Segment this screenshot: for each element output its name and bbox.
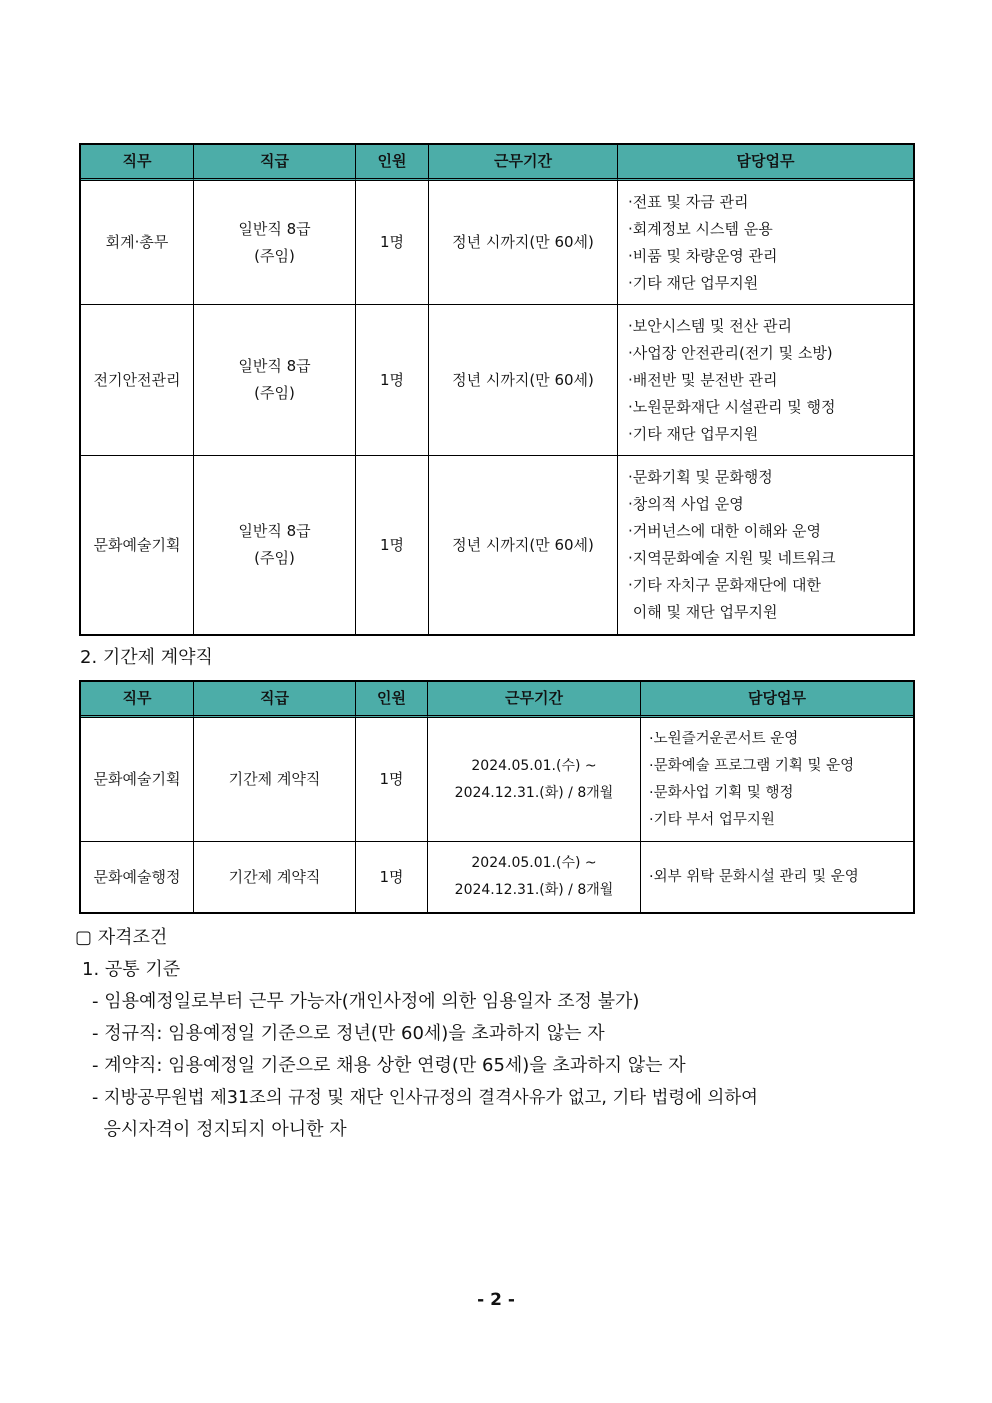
header-duties: 담당업무 <box>641 682 913 718</box>
job-cell: 문화예술행정 <box>81 842 194 912</box>
table-row <box>81 181 913 305</box>
header-period: 근무기간 <box>429 145 618 181</box>
grade-cell: 일반직 8급 (주임) <box>194 181 356 305</box>
job-cell: 문화예술기획 <box>81 456 194 634</box>
grade-cell: 기간제 계약직 <box>194 842 356 912</box>
criteria-item: - 정규직: 임용예정일 기준으로 정년(만 60세)을 초과하지 않는 자 <box>92 1023 605 1044</box>
header-duties: 담당업무 <box>618 145 913 181</box>
duties-cell: ·보안시스템 및 전산 관리 ·사업장 안전관리(전기 및 소방) ·배전반 및 분전반 관리 ·노원문화재단 시설관리 및 행정 ·기타 재단 업무지원 <box>618 305 913 456</box>
section-title-contract: 2. 기간제 계약직 <box>80 647 213 668</box>
job-cell: 문화예술기획 <box>81 718 194 842</box>
count-cell: 1명 <box>356 305 429 456</box>
page-number: - 2 - <box>477 1290 515 1310</box>
job-cell: 회계·총무 <box>81 181 194 305</box>
criteria-item: - 계약직: 임용예정일 기준으로 채용 상한 연령(만 65세)을 초과하지 않는 자 <box>92 1055 686 1076</box>
period-cell: 2024.05.01.(수) ~ 2024.12.31.(화) / 8개월 <box>428 842 641 912</box>
qualifications-title: ▢ 자격조건 <box>75 927 168 948</box>
header-grade: 직급 <box>194 682 356 718</box>
table-row <box>81 842 913 912</box>
common-criteria-heading: 1. 공통 기준 <box>82 959 181 980</box>
criteria-item: - 지방공무원법 제31조의 규정 및 재단 인사규정의 결격사유가 없고, 기타 법령에 의하여 <box>92 1088 758 1108</box>
grade-cell: 기간제 계약직 <box>194 718 356 842</box>
criteria-item: 응시자격이 정지되지 아니한 자 <box>92 1119 347 1140</box>
job-cell: 전기안전관리 <box>81 305 194 456</box>
table-row <box>81 456 913 634</box>
header-job: 직무 <box>81 145 194 181</box>
period-cell: 정년 시까지(만 60세) <box>429 456 618 634</box>
period-cell: 정년 시까지(만 60세) <box>429 181 618 305</box>
count-cell: 1명 <box>356 842 428 912</box>
header-grade: 직급 <box>194 145 356 181</box>
header-count: 인원 <box>356 145 429 181</box>
grade-cell: 일반직 8급 (주임) <box>194 456 356 634</box>
count-cell: 1명 <box>356 456 429 634</box>
count-cell: 1명 <box>356 718 428 842</box>
period-cell: 정년 시까지(만 60세) <box>429 305 618 456</box>
duties-cell: ·전표 및 자금 관리 ·회계정보 시스템 운용 ·비품 및 차량운영 관리 ·기타 재단 업무지원 <box>618 181 913 305</box>
header-count: 인원 <box>356 682 428 718</box>
count-cell: 1명 <box>356 181 429 305</box>
contract-positions-table <box>79 680 915 914</box>
table-row <box>81 718 913 842</box>
regular-positions-table <box>79 143 915 636</box>
table-row <box>81 305 913 456</box>
duties-cell: ·문화기획 및 문화행정 ·창의적 사업 운영 ·거버넌스에 대한 이해와 운영 ·지역문화예술 지원 및 네트워크 ·기타 자치구 문화재단에 대한 이해 및 재단 업무지원 <box>628 468 836 621</box>
duties-cell: ·노원즐거운콘서트 운영 ·문화예술 프로그램 기획 및 운영 ·문화사업 기획 및 행정 ·기타 부서 업무지원 <box>641 718 913 842</box>
header-period: 근무기간 <box>428 682 641 718</box>
period-cell: 2024.05.01.(수) ~ 2024.12.31.(화) / 8개월 <box>428 718 641 842</box>
header-job: 직무 <box>81 682 194 718</box>
duties-cell: ·외부 위탁 문화시설 관리 및 운영 <box>649 868 859 885</box>
grade-cell: 일반직 8급 (주임) <box>194 305 356 456</box>
criteria-item: - 임용예정일로부터 근무 가능자(개인사정에 의한 임용일자 조정 불가) <box>92 991 640 1012</box>
